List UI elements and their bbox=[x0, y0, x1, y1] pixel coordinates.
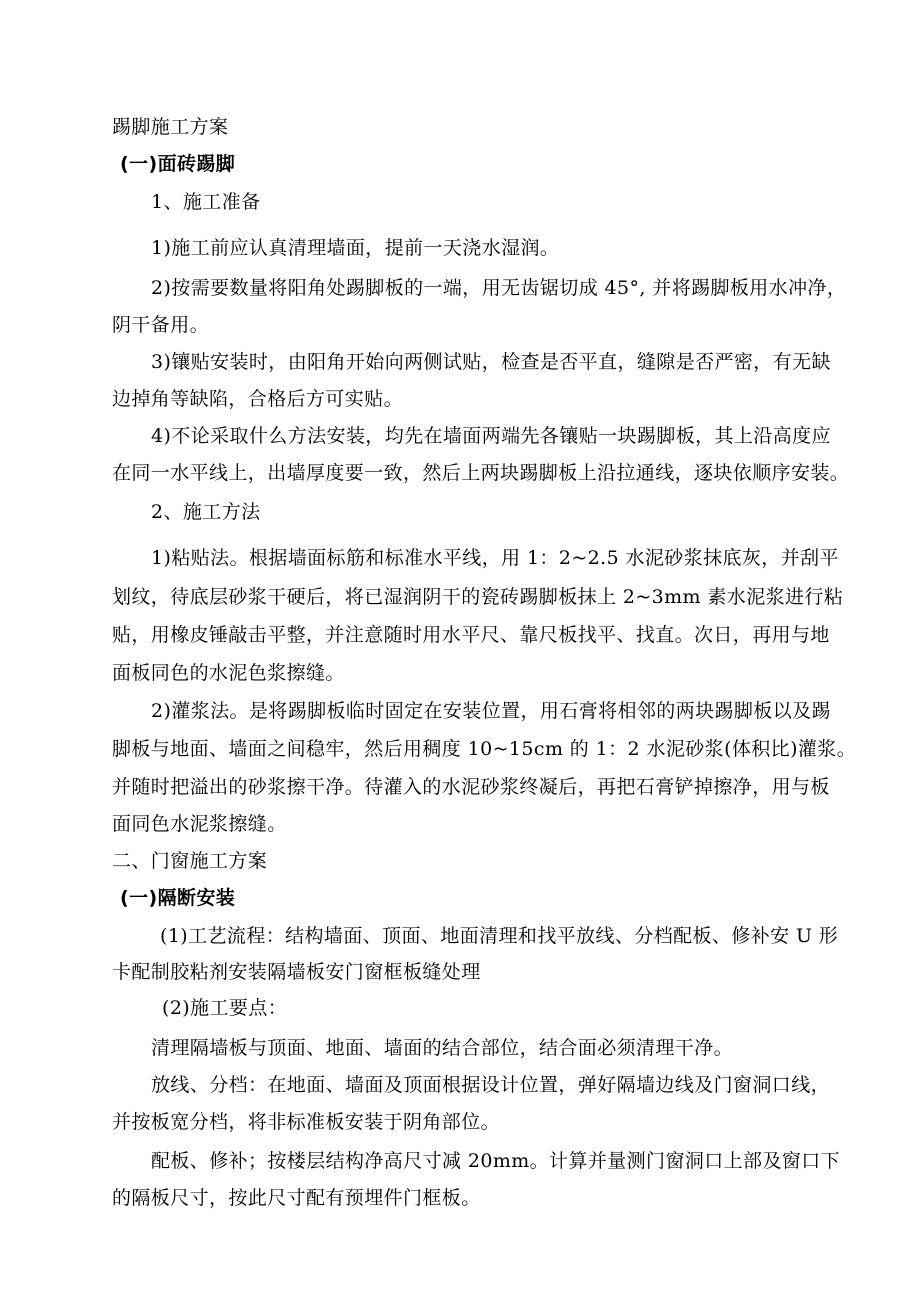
paragraph-line: 4)不论采取什么方法安装，均先在墙面两端先各镶贴一块踢脚板，其上沿高度应 bbox=[151, 425, 831, 447]
paragraph-line: 并按板宽分档，将非标准板安装于阴角部位。 bbox=[112, 1111, 501, 1133]
paragraph-line: 在同一水平线上，出墙厚度要一致，然后上两块踢脚板上沿拉通线，逐块依顺序安装。 bbox=[112, 462, 850, 484]
paragraph-line: 并随时把溢出的砂浆擦干净。待灌入的水泥砂浆终凝后，再把石膏铲掉擦净，用与板 bbox=[112, 776, 830, 798]
document-title: 踢脚施工方案 bbox=[112, 116, 229, 138]
paragraph-line: 面同色水泥浆擦缝。 bbox=[112, 813, 287, 835]
paragraph-line: 边掉角等缺陷，合格后方可实贴。 bbox=[112, 388, 404, 410]
paragraph-line: 2)灌浆法。是将踢脚板临时固定在安装位置，用石膏将相邻的两块踢脚板以及踢 bbox=[151, 700, 831, 722]
paragraph-line: 2)按需要数量将阳角处踢脚板的一端，用无齿锯切成 45°, 并将踢脚板用水冲净， bbox=[151, 277, 847, 299]
paragraph-line: 的隔板尺寸，按此尺寸配有预埋件门框板。 bbox=[112, 1187, 481, 1209]
paragraph-line: (2)施工要点： bbox=[162, 997, 288, 1019]
paragraph-line: (1)工艺流程：结构墙面、顶面、地面清理和找平放线、分档配板、修补安 U 形 bbox=[160, 925, 839, 947]
paragraph-line: 清理隔墙板与顶面、地面、墙面的结合部位，结合面必须清理干净。 bbox=[151, 1037, 734, 1059]
paragraph-line: 1)施工前应认真清理墙面，提前一天浇水湿润。 bbox=[151, 237, 560, 259]
paragraph-line: 贴，用橡皮锤敲击平整，并注意随时用水平尺、靠尺板找平、找直。次日，再用与地 bbox=[112, 624, 830, 646]
paragraph-line: 放线、分档：在地面、墙面及顶面根据设计位置，弹好隔墙边线及门窗洞口线， bbox=[151, 1074, 831, 1096]
paragraph-line: 脚板与地面、墙面之间稳牢，然后用稠度 10~15cm 的 1：2 水泥砂浆(体积比)灌浆。 bbox=[112, 738, 857, 760]
section-heading: (一)隔断安装 bbox=[120, 887, 236, 909]
paragraph-line: 面板同色的水泥色浆擦缝。 bbox=[112, 662, 345, 684]
section-heading: (一)面砖踢脚 bbox=[120, 153, 236, 175]
paragraph-line: 配板、修补；按楼层结构净高尺寸减 20mm。计算并量测门窗洞口上部及窗口下 bbox=[151, 1150, 841, 1172]
subsection-heading: 2、施工方法 bbox=[151, 501, 261, 523]
paragraph-line: 3)镶贴安装时，由阳角开始向两侧试贴，检查是否平直，缝隙是否严密，有无缺 bbox=[151, 351, 831, 373]
subsection-heading: 1、施工准备 bbox=[151, 191, 261, 213]
paragraph-line: 卡配制胶粘剂安装隔墙板安门窗框板缝处理 bbox=[112, 961, 481, 983]
paragraph-line: 划纹，待底层砂浆干硬后，将已湿润阴干的瓷砖踢脚板抹上 2~3mm 素水泥浆进行粘 bbox=[112, 586, 844, 608]
paragraph-line: 1)粘贴法。根据墙面标筋和标准水平线，用 1：2~2.5 水泥砂浆抹底灰，并刮平 bbox=[151, 547, 839, 569]
section-title: 二、门窗施工方案 bbox=[112, 850, 268, 872]
paragraph-line: 阴干备用。 bbox=[112, 314, 210, 336]
